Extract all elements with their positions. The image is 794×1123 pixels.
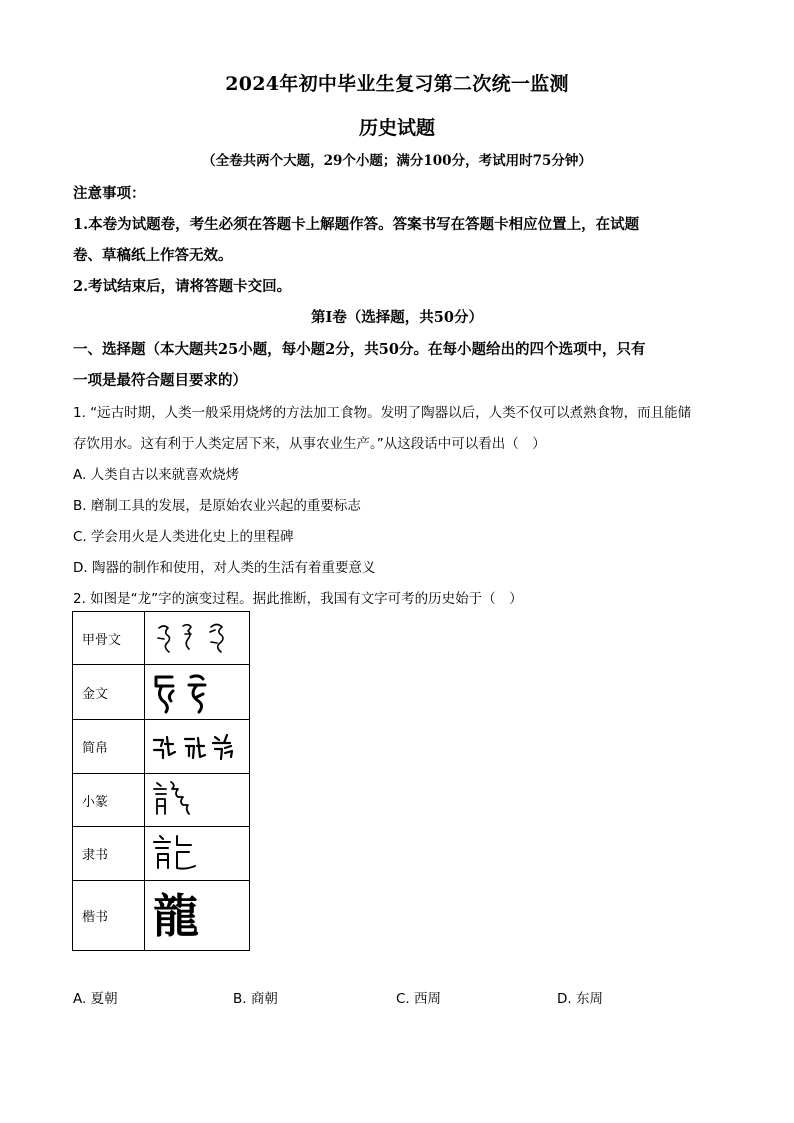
script-label-oracle: 甲骨文 [73, 612, 145, 665]
table-row [73, 881, 250, 951]
regular-glyph-cell [145, 881, 250, 951]
q1-option-a: A. 人类自古以来就喜欢烧烤 [73, 467, 240, 483]
notice-item-1-line-2: 卷、草稿纸上作答无效。 [73, 247, 233, 264]
small-seal-glyph-image [145, 774, 250, 827]
script-label-regular: 楷书 [73, 881, 145, 951]
part-heading-line-1: 一、选择题（本大题共25小题，每小题2分，共50分。在每小题给出的四个选项中，只有 [73, 341, 646, 358]
q1-stem-line-2: 存饮用水。这有利于人类定居下来，从事农业生产。”从这段话中可以看出（ ） [73, 436, 546, 452]
q1-option-c: C. 学会用火是人类进化史上的里程碑 [73, 529, 294, 545]
volume-heading: 第I卷（选择题，共50分） [311, 309, 483, 326]
exam-title: 2024年初中毕业生复习第二次统一监测 [225, 73, 569, 95]
exam-subject: 历史试题 [358, 117, 435, 139]
bronze-glyph-image [145, 665, 250, 720]
q2-option-b: B. 商朝 [233, 991, 278, 1007]
regular-script-glyph: 龍 [153, 888, 199, 943]
notice-item-1-line-1: 1.本卷为试题卷，考生必须在答题卡上解题作答。答案书写在答题卡相应位置上，在试题 [73, 216, 640, 233]
q2-option-c: C. 西周 [396, 991, 442, 1007]
table-row [73, 665, 250, 720]
bamboo-silk-glyph-image [145, 720, 250, 774]
q1-stem-line-1: 1. “远古时期，人类一般采用烧烤的方法加工食物。发明了陶器以后，人类不仅可以煮熟食物，而且能储 [73, 405, 692, 421]
exam-info: （全卷共两个大题，29个小题；满分100分，考试用时75分钟） [202, 153, 592, 169]
table-row [73, 774, 250, 827]
q2-stem: 2. 如图是“龙”字的演变过程。据此推断，我国有文字可考的历史始于（ ） [73, 591, 523, 607]
dragon-evolution-table [72, 611, 250, 951]
notice-item-2: 2.考试结束后，请将答题卡交回。 [73, 278, 292, 295]
clerical-glyph-image [145, 827, 250, 881]
script-label-small-seal: 小篆 [73, 774, 145, 827]
oracle-glyph-image [145, 612, 250, 665]
script-label-bamboo-silk: 简帛 [73, 720, 145, 774]
script-label-clerical: 隶书 [73, 827, 145, 881]
table-row [73, 720, 250, 774]
notice-heading: 注意事项： [73, 185, 146, 202]
table-row [73, 827, 250, 881]
q2-option-a: A. 夏朝 [73, 991, 118, 1007]
table-row [73, 612, 250, 665]
q1-option-d: D. 陶器的制作和使用，对人类的生活有着重要意义 [73, 560, 376, 576]
q1-option-b: B. 磨制工具的发展，是原始农业兴起的重要标志 [73, 498, 361, 514]
q2-option-d: D. 东周 [557, 991, 603, 1007]
script-label-bronze: 金文 [73, 665, 145, 720]
part-heading-line-2: 一项是最符合题目要求的） [73, 372, 247, 389]
